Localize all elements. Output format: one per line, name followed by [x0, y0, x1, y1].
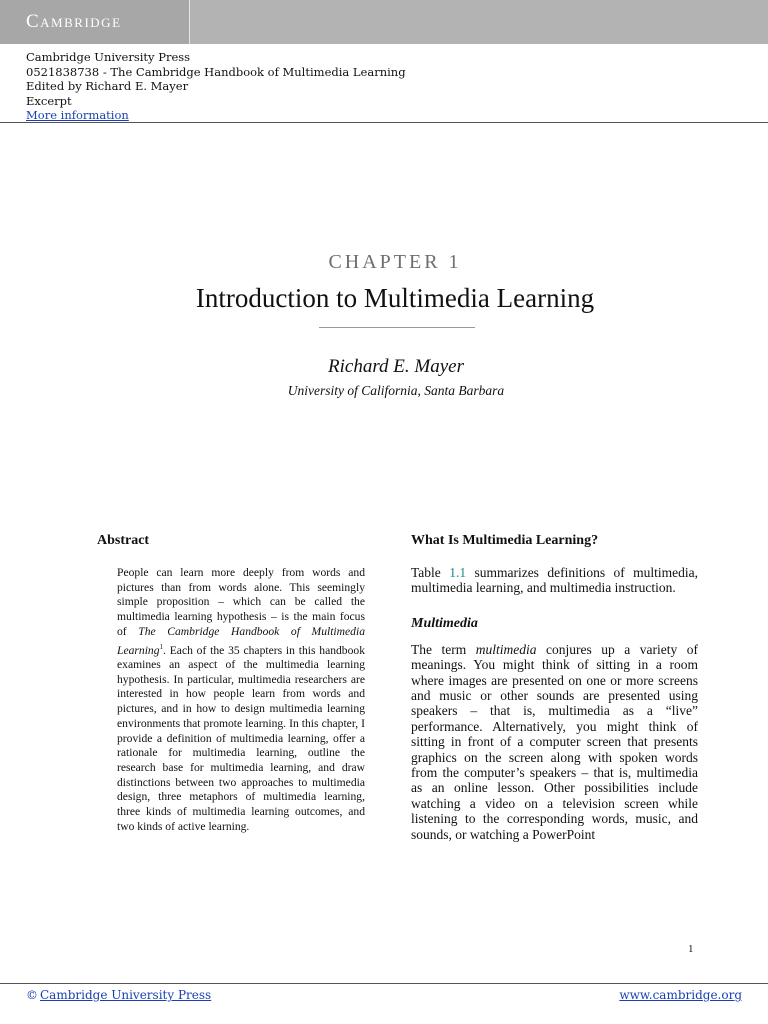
chapter-title: Introduction to Multimedia Learning [195, 283, 595, 313]
abstract-text-start: People can learn more deeply from words and pictures than from words alone. This seemingly simple proposition – which can be called the multimedia learning hypothesis – is the main focus of [117, 566, 365, 638]
footer-publisher-text: Cambridge University Press [40, 988, 212, 1002]
page-number: 1 [688, 943, 694, 955]
footer-website-link[interactable]: www.cambridge.org [619, 988, 742, 1002]
right-column [411, 533, 698, 842]
chapter-label: CHAPTER 1 [328, 251, 462, 273]
footnote-marker[interactable]: 1 [159, 642, 164, 651]
section-paragraph-1 [411, 565, 698, 596]
abstract-text-end: . Each of the 35 chapters in this handbook examines an aspect of the multimedia learning hypothesis. In particular, multimedia researchers are interested in how people learn from words and pictures, and in how to design multimedia learning environments that promote learning. In this chapter, I provide a definition of multimedia learning, offer a rationale for multimedia learning, outline the research base for multimedia learning, and draw distinctions between two approaches to multimedia design, three metaphors of multimedia learning, three kinds of multimedia learning outcomes, and two kinds of active learning. [117, 643, 365, 833]
section-paragraph-2 [411, 642, 698, 842]
p1-text-end: summarizes definitions of multimedia, multimedia learning, and multimedia instruction. [411, 565, 698, 596]
section-heading: What Is Multimedia Learning? [411, 533, 599, 548]
table-reference-link[interactable]: 1.1 [449, 565, 467, 580]
p2-term: multimedia [475, 641, 537, 657]
p2-text-start: The term [411, 641, 476, 657]
copyright-icon: © [26, 988, 38, 1002]
editor-line: Edited by Richard E. Mayer [26, 79, 189, 93]
p2-text-end: conjures up a variety of meanings. You might think of sitting in a room where images are presented on one or more screens and music or other sounds are presented using speakers – that is, multimedia as a “live” performance. Alternatively, you might think of sitting in front of a computer screen that presents graphics on the screen along with spoken words from the computer’s speakers – that is, multimedia as an online lesson. Other possibilities include watching a video on a television screen while listening to the corresponding words, music, and sounds, or watching a PowerPoint [411, 641, 698, 842]
more-information-link[interactable]: More information [26, 108, 129, 122]
title-divider [319, 327, 475, 328]
abstract-heading: Abstract [97, 533, 150, 548]
cambridge-logo[interactable] [0, 0, 190, 44]
subsection-heading: Multimedia [411, 615, 478, 631]
top-brand-bar [0, 0, 768, 44]
document-meta [26, 50, 406, 123]
abstract-text [117, 566, 365, 835]
isbn-title-line: 0521838738 - The Cambridge Handbook of Multimedia Learning [26, 64, 406, 79]
excerpt-line: Excerpt [26, 93, 72, 108]
footer-divider [0, 983, 768, 984]
p1-text-start: Table [411, 565, 450, 580]
author-affiliation: University of California, Santa Barbara [287, 383, 505, 398]
author-name: Richard E. Mayer [328, 356, 464, 377]
footer-publisher-link[interactable] [26, 988, 211, 1002]
header-divider [0, 122, 768, 123]
book-title: The Cambridge Handbook of Multimedia Learning [117, 624, 365, 657]
publisher-line: Cambridge University Press [26, 50, 191, 64]
logo-text: Cambridge [26, 11, 122, 32]
